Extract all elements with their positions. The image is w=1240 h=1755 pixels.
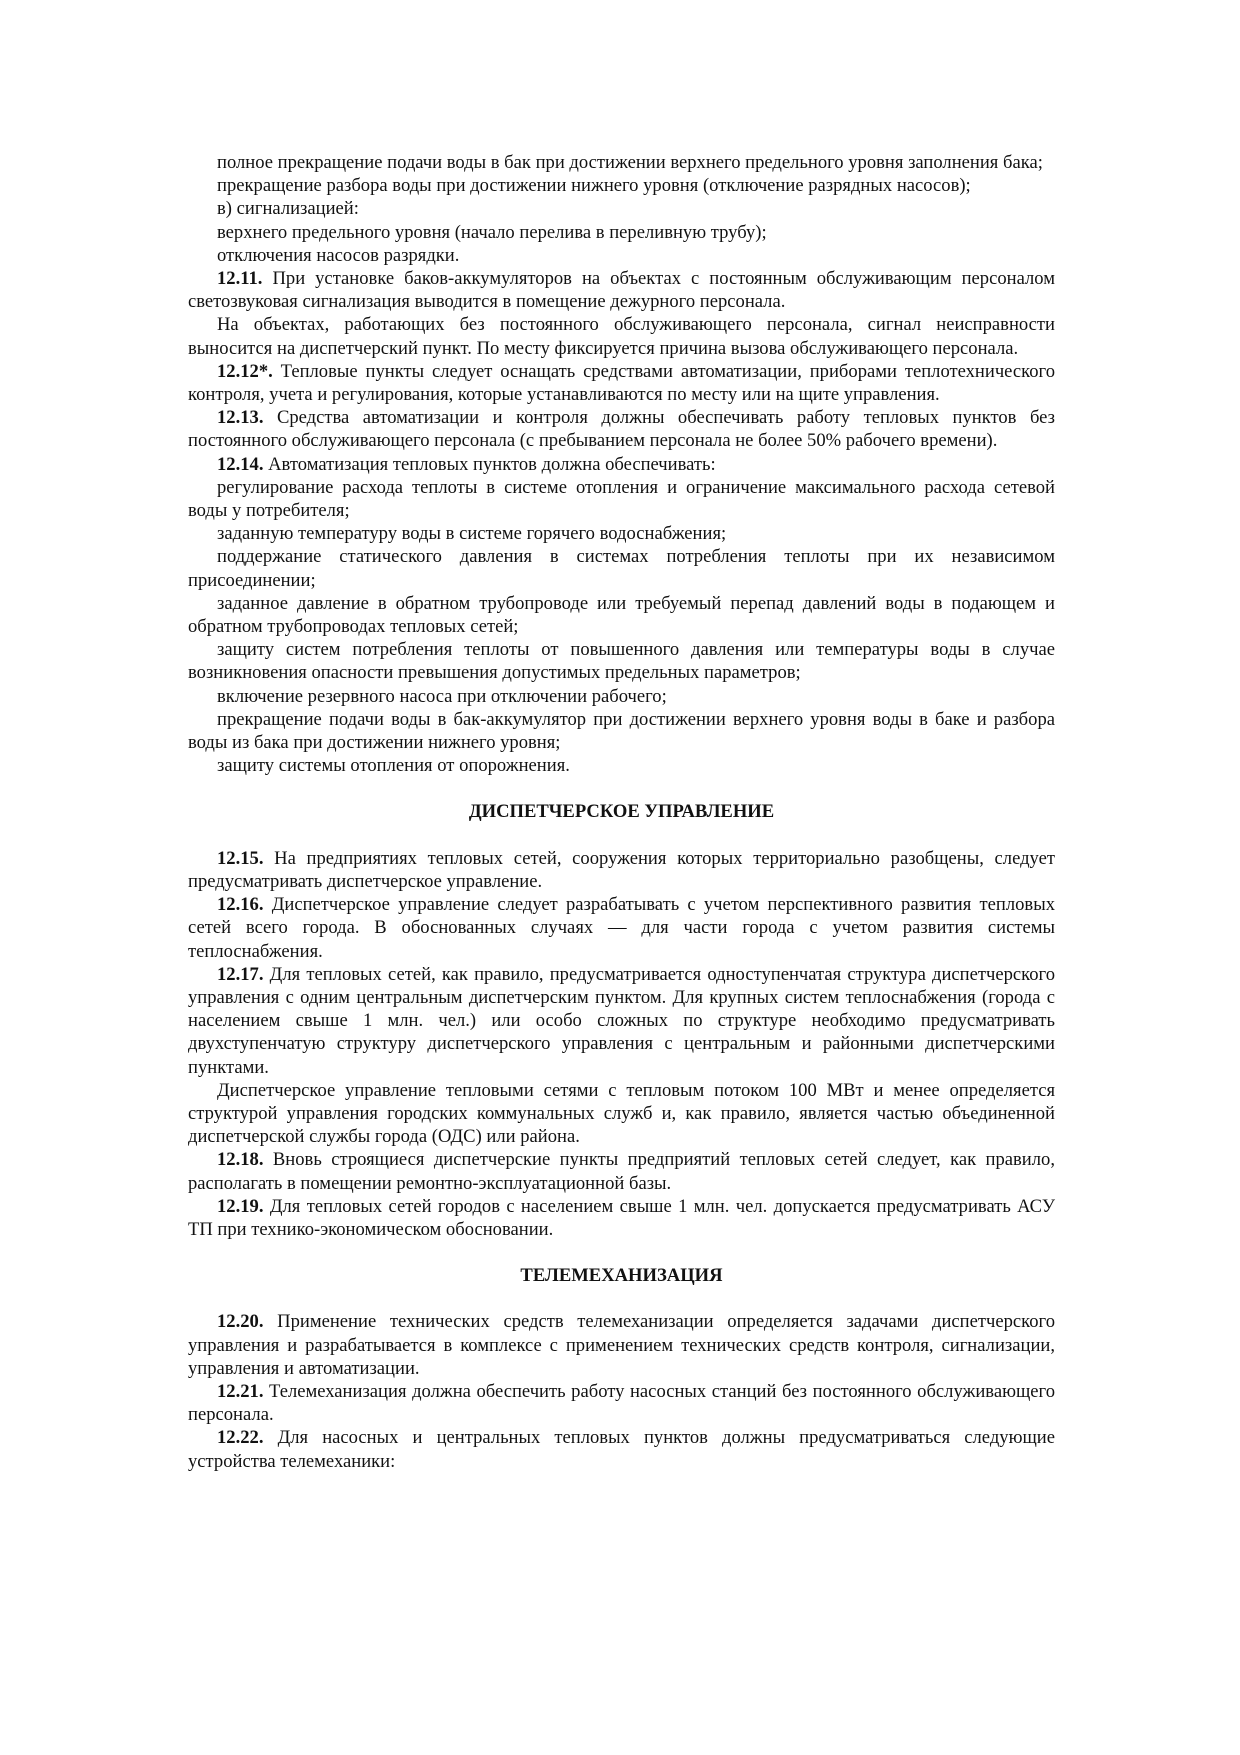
clause-number: 12.18. [217, 1149, 264, 1171]
clause-12-12 [188, 360, 1055, 406]
clause-text: Применение технических средств телемеханизации определяется задачами диспетчерского управления и разрабатывается в комплексе с применением технических средств контроля, сигнализации, управления и автоматизации. [188, 1311, 1055, 1379]
clause-12-20 [188, 1310, 1055, 1380]
paragraph: в) сигнализацией: [217, 198, 359, 220]
paragraph: верхнего предельного уровня (начало перелива в переливную трубу); [217, 221, 767, 243]
clause-text: Диспетчерское управление следует разрабатывать с учетом перспективного развития тепловых сетей всего города. В обоснованных случаях — для части города с учетом развития системы теплоснабжения. [188, 894, 1055, 962]
clause-number: 12.19. [217, 1195, 264, 1217]
paragraph: заданное давление в обратном трубопроводе или требуемый перепад давлений воды в подающем и обратном трубопроводах тепловых сетей; [188, 592, 1055, 638]
clause-12-14 [188, 453, 1055, 476]
clause-number: 12.15. [217, 847, 264, 869]
clause-12-21 [188, 1380, 1055, 1426]
clause-number: 12.22. [217, 1427, 264, 1449]
clause-12-19 [188, 1195, 1055, 1241]
clause-number: 12.11. [217, 268, 263, 290]
clause-12-16 [188, 893, 1055, 963]
clause-text: Автоматизация тепловых пунктов должна обеспечивать: [263, 453, 716, 475]
paragraph: защиту систем потребления теплоты от повышенного давления или температуры воды в случае возникновения опасности превышения допустимых предельных параметров; [188, 639, 1055, 684]
clause-text: Вновь строящиеся диспетчерские пункты предприятий тепловых сетей следует, как правило, располагать в помещении ремонтно-эксплуатационной базы. [188, 1149, 1055, 1194]
clause-number: 12.14. [217, 453, 264, 475]
clause-text: Телемеханизация должна обеспечить работу насосных станций без постоянного обслуживающего персонала. [188, 1380, 1055, 1426]
clause-number: 12.16. [217, 894, 264, 916]
clause-number: 12.20. [217, 1311, 264, 1333]
clause-text: Средства автоматизации и контроля должны обеспечивать работу тепловых пунктов без постоянного обслуживающего персонала (с пребыванием персонала не более 50% рабочего времени). [188, 407, 1055, 452]
paragraph: Диспетчерское управление тепловыми сетями с тепловым потоком 100 МВт и менее определяется структурой управления городских коммунальных служб и, как правило, является частью объединенной диспетчерской службы города (ОДС) или района. [188, 1079, 1055, 1148]
section-heading-dispatch: ДИСПЕТЧЕРСКОЕ УПРАВЛЕНИЕ [468, 801, 775, 823]
paragraph: отключения насосов разрядки. [217, 244, 460, 266]
clause-text: Для тепловых сетей, как правило, предусматривается одноступенчатая структура диспетчерского управления с одним центральным диспетчерским пунктом. Для крупных систем теплоснабжения (города с населением свыше 1 млн. чел.) или особо сложных по структуре необходимо предусматривать двухступенчатую структуру диспетчерского управления с центральным и районными диспетчерскими пунктами. [188, 963, 1055, 1078]
paragraph: полное прекращение подачи воды в бак при достижении верхнего предельного уровня заполнения бака; [217, 152, 1043, 173]
clause-number: 12.12*. [217, 360, 273, 382]
clause-text: Тепловые пункты следует оснащать средствами автоматизации, приборами теплотехнического контроля, учета и регулирования, которые устанавливаются по месту или на щите управления. [188, 360, 1055, 406]
paragraph: прекращение разбора воды при достижении нижнего уровня (отключение разрядных насосов); [217, 175, 971, 197]
clause-12-22 [188, 1426, 1055, 1472]
paragraph: включение резервного насоса при отключении рабочего; [217, 685, 667, 707]
clause-text: Для тепловых сетей городов с населением свыше 1 млн. чел. допускается предусматривать АСУ ТП при технико-экономическом обосновании. [188, 1195, 1055, 1240]
clause-12-17 [188, 963, 1055, 1079]
paragraph: защиту системы отопления от опорожнения. [217, 755, 570, 777]
clause-12-18 [188, 1148, 1055, 1194]
clause-12-15 [188, 847, 1055, 893]
section-heading-telemechanization: ТЕЛЕМЕХАНИЗАЦИЯ [520, 1265, 723, 1287]
clause-text: На предприятиях тепловых сетей, сооружения которых территориально разобщены, следует предусматривать диспетчерское управление. [188, 847, 1055, 892]
clause-text: Для насосных и центральных тепловых пунктов должны предусматриваться следующие устройства телемеханики: [188, 1427, 1055, 1472]
clause-12-13 [188, 406, 1055, 452]
clause-text: При установке баков-аккумуляторов на объектах с постоянным обслуживающим персоналом светозвуковая сигнализация выводится в помещение дежурного персонала. [188, 268, 1055, 313]
document-page [188, 151, 1055, 1473]
paragraph: заданную температуру воды в системе горячего водоснабжения; [217, 523, 727, 545]
clause-number: 12.13. [217, 407, 264, 429]
paragraph: На объектах, работающих без постоянного обслуживающего персонала, сигнал неисправности выносится на диспетчерский пункт. По месту фиксируется причина вызова обслуживающего персонала. [188, 314, 1055, 359]
clause-number: 12.17. [217, 963, 264, 985]
clause-number: 12.21. [217, 1380, 264, 1402]
paragraph: регулирование расхода теплоты в системе отопления и ограничение максимального расхода сетевой воды у потребителя; [188, 476, 1055, 522]
paragraph: поддержание статического давления в системах потребления теплоты при их независимом присоединении; [188, 546, 1055, 591]
paragraph: прекращение подачи воды в бак-аккумулятор при достижении верхнего уровня воды в баке и разбора воды из бака при достижении нижнего уровня; [188, 708, 1055, 754]
clause-12-11 [188, 267, 1055, 313]
